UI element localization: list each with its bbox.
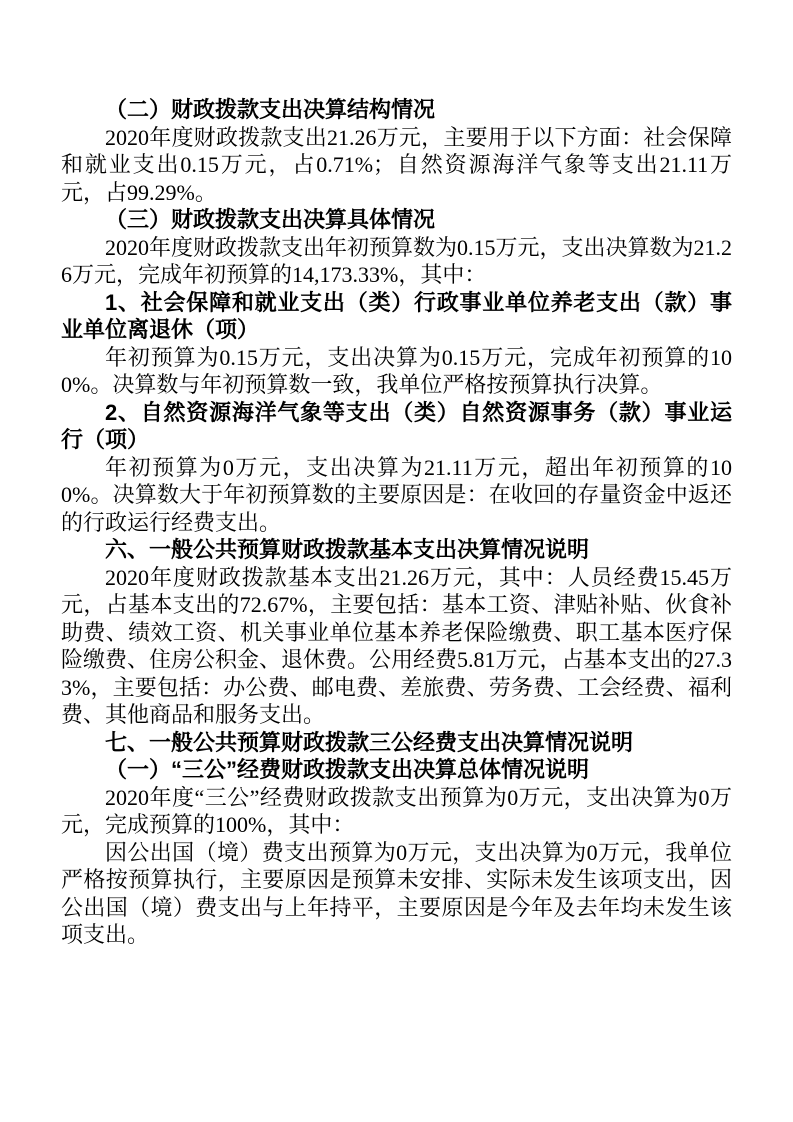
heading-fiscal-expenditure-structure: （二）财政拨款支出决算结构情况 — [105, 97, 436, 122]
para-fiscal-expenditure-detail: 2020年度财政拨款支出年初预算数为0.15万元，支出决算数为21.26万元，完成年初预算的14,173.33%，其中： — [61, 234, 733, 287]
heading-section-7-three-public-funds: 七、一般公共预算财政拨款三公经费支出决算情况说明 — [105, 729, 634, 755]
para-three-public-funds-overview: 2020年度“三公”经费财政拨款支出预算为0万元，支出决算为0万元，完成预算的100%，其中： — [61, 784, 732, 837]
heading-item-2-natural-resources: 2、自然资源海洋气象等支出（类）自然资源事务（款）事业运行（项） — [61, 399, 732, 452]
document-page — [61, 96, 732, 949]
heading-item-1-social-security: 1、社会保障和就业支出（类）行政事业单位养老支出（款）事业单位离退休（项） — [61, 289, 732, 342]
para-fiscal-expenditure-structure: 2020年度财政拨款支出21.26万元，主要用于以下方面：社会保障和就业支出0.15万元，占0.71%；自然资源海洋气象等支出21.11万元，占99.29%。 — [61, 124, 732, 205]
para-item-1-social-security: 年初预算为0.15万元，支出决算为0.15万元，完成年初预算的100%。决算数与年初预算数一致，我单位严格按预算执行决算。 — [61, 344, 732, 397]
para-overseas-travel-expense: 因公出国（境）费支出预算为0万元，支出决算为0万元，我单位严格按预算执行，主要原因是预算未安排、实际未发生该项支出，因公出国（境）费支出与上年持平，主要原因是今年及去年均未发生该项支出。 — [61, 839, 732, 947]
para-section-6-basic-expenditure: 2020年度财政拨款基本支出21.26万元，其中：人员经费15.45万元，占基本支出的72.67%，主要包括：基本工资、津贴补贴、伙食补助费、绩效工资、机关事业单位基本养老保险缴费、职工基本医疗保险缴费、住房公积金、退休费。公用经费5.81万元，占基本支出的27.33%，主要包括：办公费、邮电费、差旅费、劳务费、工会经费、福利费、其他商品和服务支出。 — [61, 564, 733, 727]
heading-fiscal-expenditure-detail: （三）财政拨款支出决算具体情况 — [105, 207, 436, 232]
para-item-2-natural-resources: 年初预算为0万元，支出决算为21.11万元，超出年初预算的100%。决算数大于年初预算数的主要原因是：在收回的存量资金中返还的行政运行经费支出。 — [61, 454, 732, 535]
heading-three-public-funds-overview: （一）“三公”经费财政拨款支出决算总体情况说明 — [105, 757, 590, 782]
heading-section-6-basic-expenditure: 六、一般公共预算财政拨款基本支出决算情况说明 — [105, 537, 590, 562]
